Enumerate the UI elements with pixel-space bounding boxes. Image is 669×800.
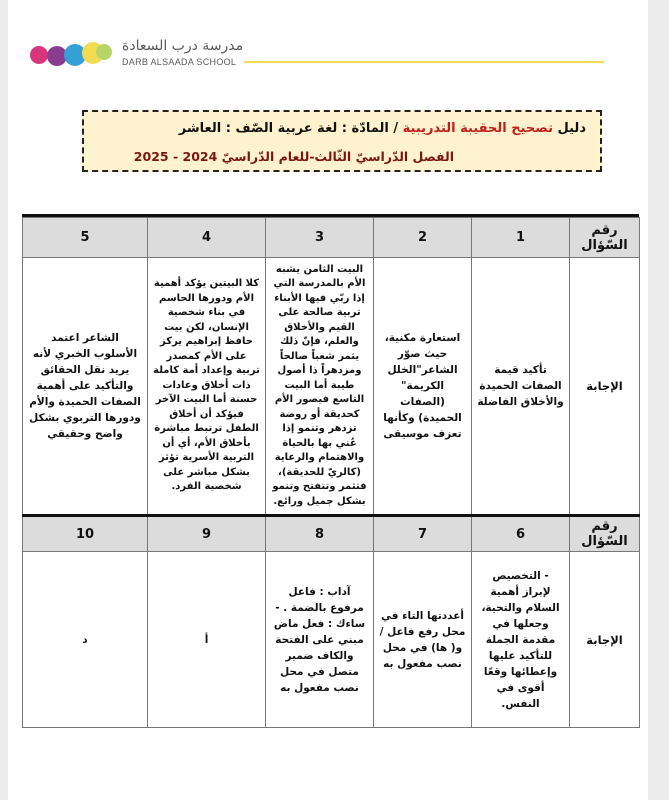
answer-text: أ <box>204 633 209 646</box>
answer-cell <box>374 258 472 516</box>
answer-table <box>22 217 640 728</box>
school-name-arabic: مدرسة درب السعادة <box>122 38 244 54</box>
table2-answer-row <box>23 552 640 728</box>
question-number: 2 <box>374 218 472 258</box>
answer-cell <box>148 258 266 516</box>
answer-label: الإجابة <box>570 258 640 516</box>
question-number: 8 <box>266 516 374 552</box>
school-name-english: DARB ALSAADA SCHOOL <box>122 57 237 67</box>
document-title <box>179 121 586 136</box>
title-highlight: تصحيح الحقيبة التدريبية <box>402 121 553 136</box>
table1-answer-row <box>23 258 640 516</box>
answer-cell <box>472 258 570 516</box>
answer-cell <box>148 552 266 728</box>
table2-number-row <box>23 516 640 552</box>
question-label: رقم السّؤال <box>570 516 640 552</box>
answer-text: د <box>82 633 88 646</box>
question-number: 4 <box>148 218 266 258</box>
answer-label: الإجابة <box>570 552 640 728</box>
answer-text: استعارة مكنية، حيث صوّر الشاعر"الخلل الكريمة" (الصفات الحميدة) وكأنها تعزف موسيقى <box>383 332 462 440</box>
answer-cell <box>266 258 374 516</box>
answer-text: آداب : فاعل مرفوع بالضمة . - ساءك : فعل ماض مبني على الفتحة والكاف ضمير متصل في محل نصب مفعول به <box>273 585 366 694</box>
table1-number-row <box>23 218 640 258</box>
header-divider <box>244 61 604 63</box>
term-line: الفصل الدّراسيّ الثّالث-للعام الدّراسيّ 2024 - 2025 <box>133 149 454 164</box>
title-prefix: دليل <box>553 121 586 136</box>
answer-cell <box>266 552 374 728</box>
question-number: 9 <box>148 516 266 552</box>
question-number: 1 <box>472 218 570 258</box>
answer-text: أعددتها التاء في محل رفع فاعل / و( ها) في محل نصب مفعول به <box>379 609 466 670</box>
answer-cell <box>23 552 148 728</box>
answer-text: كلا البيتين يؤكد أهمية الأم ودورها الحاسم في بناء شخصية الإنسان، لكن بيت حافظ إبراهيم يركز على الأم كمصدر تربية وإعداد أمة كاملة ذات أخلاق وعادات حسنة أما البيت الآخر فيؤكد أن أخلاق الطفل ترتبط مباشرة بأخلاق الأم، أي أن التربية الأسرية تؤثر بشكل مباشر على شخصية الفرد. <box>153 278 260 493</box>
question-number: 10 <box>23 516 148 552</box>
answer-text: الشاعر اعتمد الأسلوب الخبري لأنه يريد نقل الحقائق والتأكيد على أهمية الصفات الحميدة والأم ودورها التربوي بشكل واضح وحقيقي <box>29 332 141 440</box>
answer-cell <box>374 552 472 728</box>
question-number: 6 <box>472 516 570 552</box>
answer-text: البيت الثامن يشبه الأم بالمدرسة التي إذا ربّي فيها الأبناء تربية صالحة على القيم والأخلاق والعلم، فإنّ ذلك يثمر شعباً صالحاً ومزدهراً ذا أصول طيبة أما البيت التاسع فيصور الأم كحديقة أو روضة تزدهر وتنمو إذا عُني بها بالحياة والاهتمام والرعاية (كالريّ للحديقة)، فتثمر وتتفتح وتنمو بشكل جميل ورائع. <box>272 263 367 507</box>
answer-cell <box>23 258 148 516</box>
question-number: 7 <box>374 516 472 552</box>
school-logo <box>30 38 114 72</box>
question-number: 3 <box>266 218 374 258</box>
question-number: 5 <box>23 218 148 258</box>
question-label: رقم السّؤال <box>570 218 640 258</box>
answer-text: - التخصيص لإبراز أهمية السلام والتحية، وجعلها في مقدمة الجملة للتأكيد عليها وإعطائها وقعًا أقوى في النفس. <box>481 569 560 710</box>
title-box <box>82 110 602 172</box>
answer-text: تأكيد قيمة الصفات الحميدة والأخلاق الفاضلة <box>477 364 564 408</box>
title-subject-grade: / المادّة : لغة عربية الصّف : العاشر <box>178 121 403 136</box>
answer-cell <box>472 552 570 728</box>
